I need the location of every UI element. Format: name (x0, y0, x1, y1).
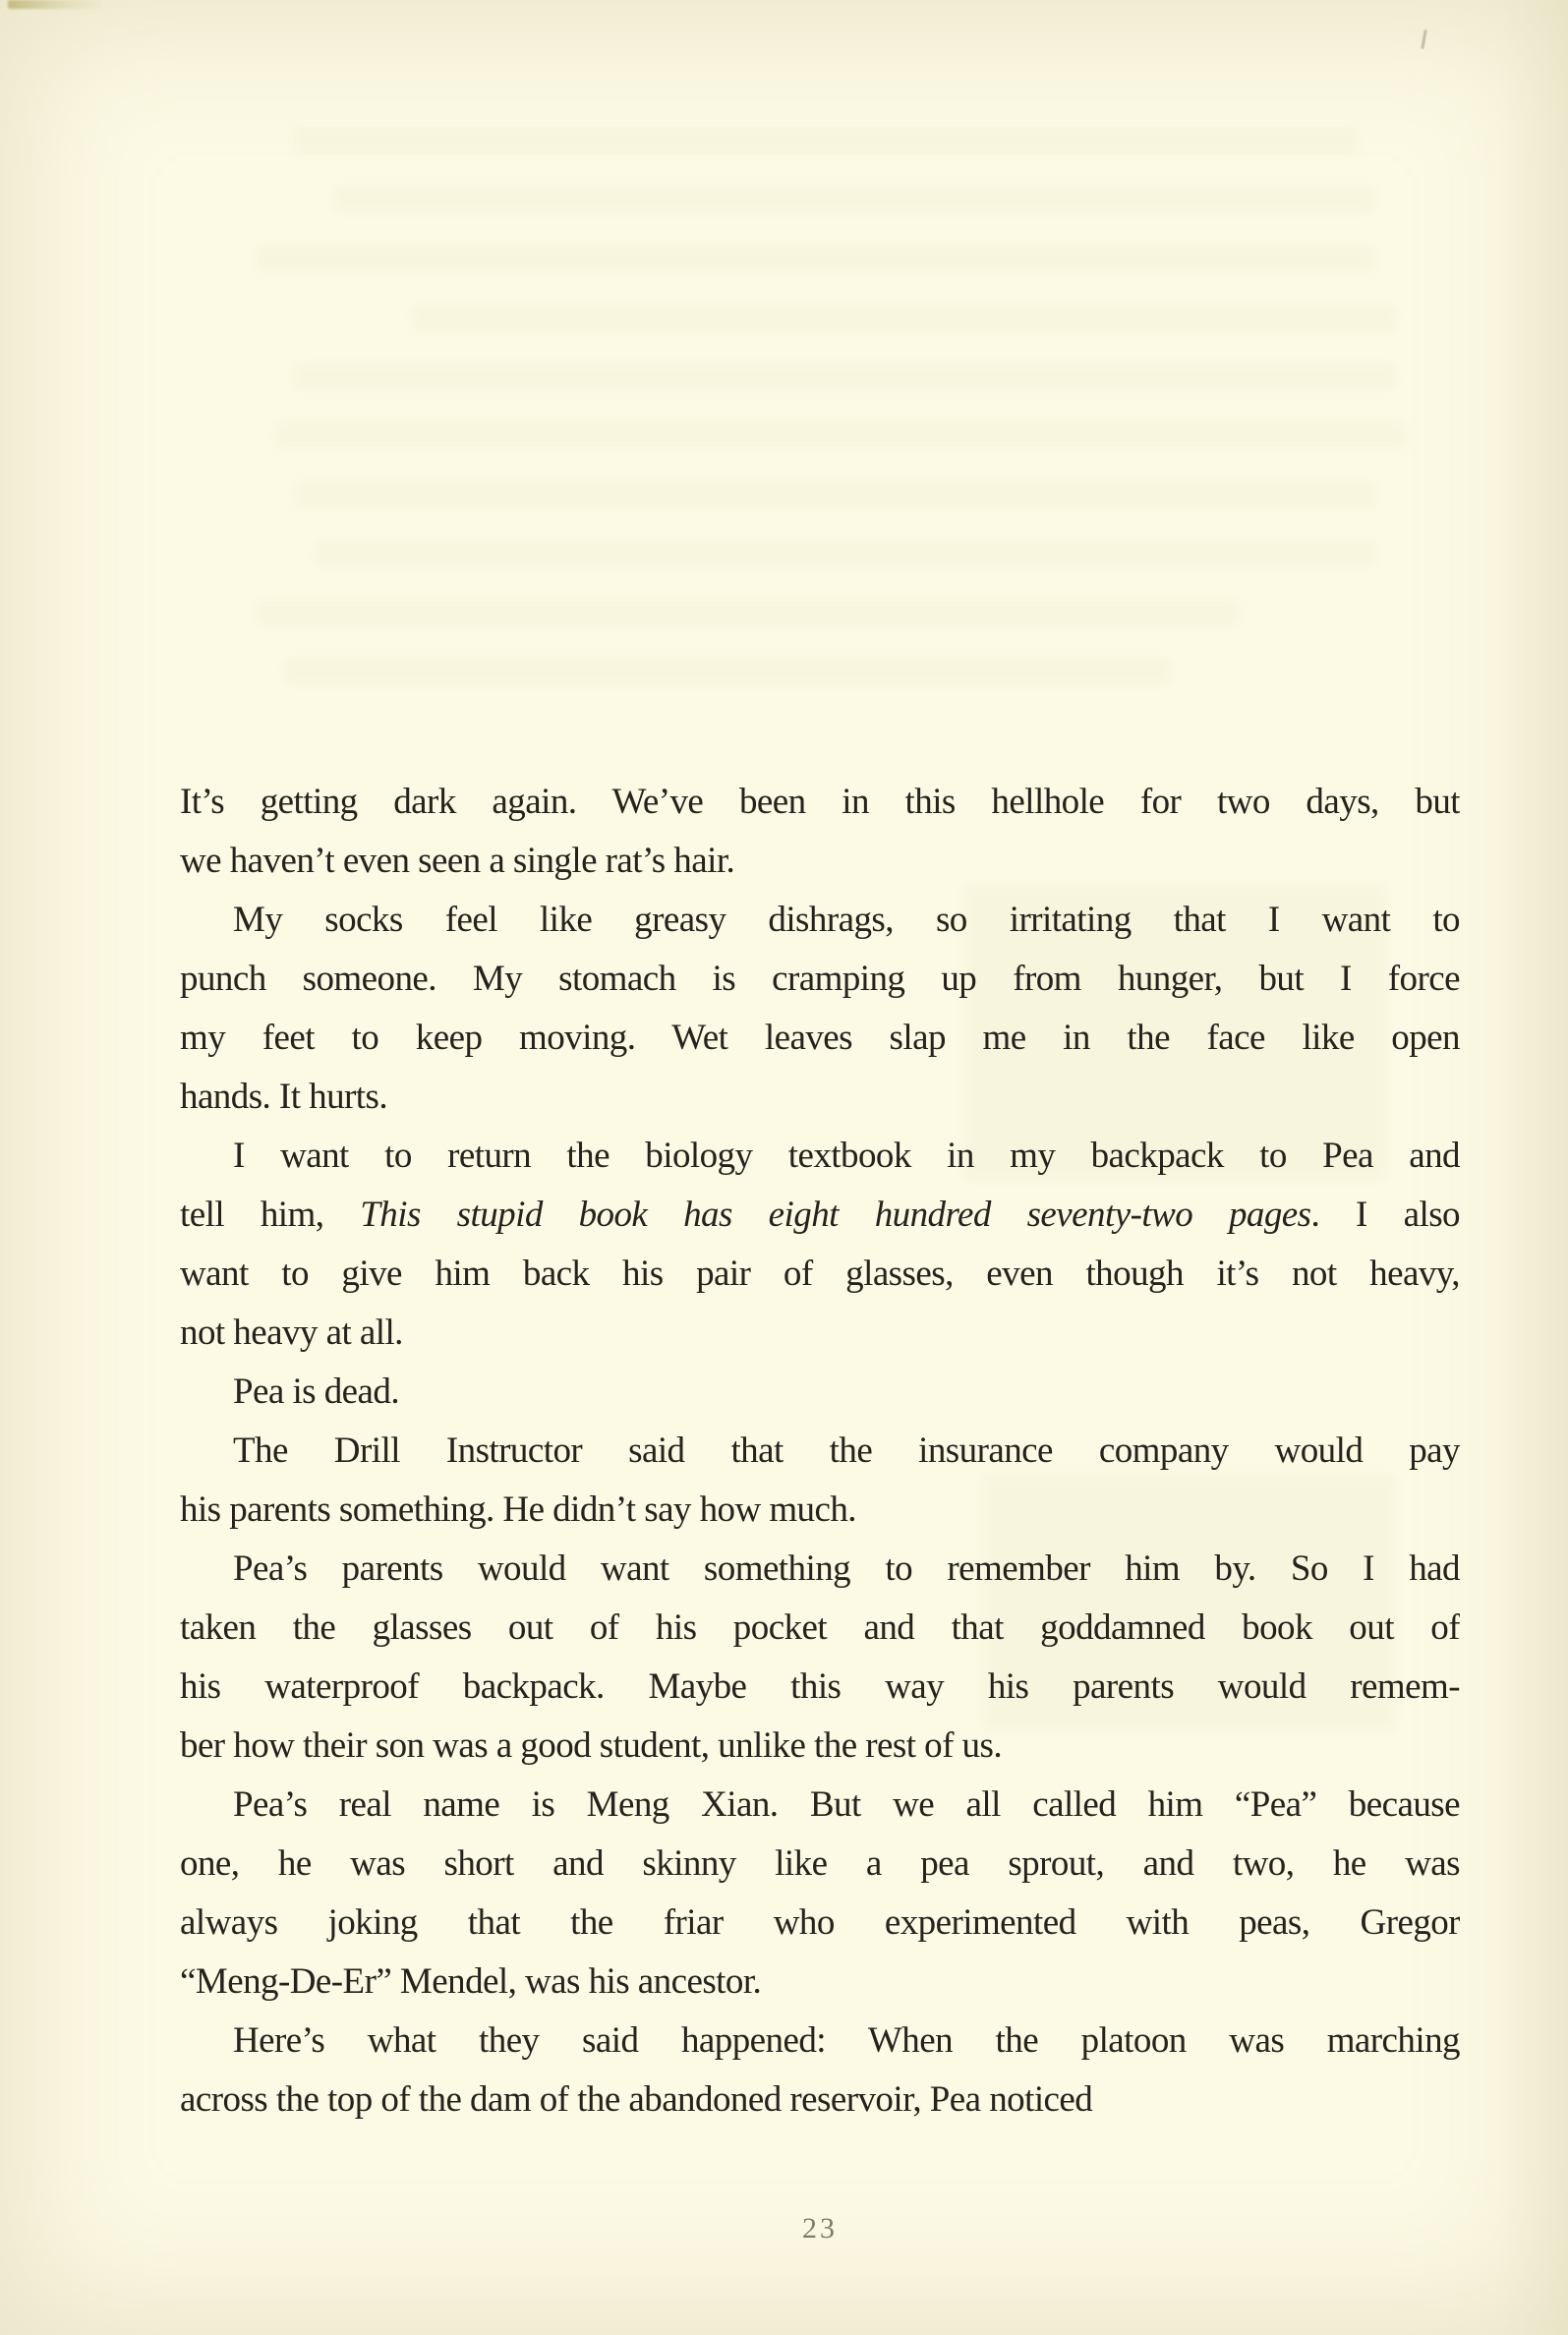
text-run: want to give him back his pair of glasses, even though it’s not heavy, (180, 1254, 1460, 1294)
text-run: Pea is dead. (233, 1372, 400, 1412)
text-run: his waterproof backpack. Maybe this way his parents would remem- (180, 1666, 1460, 1707)
text-block (180, 773, 1460, 2130)
text-run: my feet to keep moving. Wet leaves slap me in the face like open (180, 1018, 1460, 1058)
text-line (180, 1009, 1460, 1068)
text-line (180, 1835, 1460, 1894)
text-run: Pea’s real name is Meng Xian. But we all called him “Pea” because (233, 1784, 1460, 1825)
text-run: hands. It hurts. (180, 1077, 388, 1117)
text-run: his parents something. He didn’t say how much. (180, 1489, 857, 1530)
text-run: I want to return the biology textbook in my backpack to Pea and (233, 1136, 1460, 1176)
text-run: tell him, (180, 1195, 361, 1235)
italic-phrase: This stupid book has eight hundred seventy-two pages (360, 1195, 1311, 1235)
text-line (180, 1717, 1460, 1776)
text-run: always joking that the friar who experimented with peas, Gregor (180, 1902, 1460, 1943)
bleed-through-artifact (295, 128, 1357, 153)
bleed-through-artifact (256, 600, 1239, 625)
text-line (180, 1481, 1460, 1540)
text-line (180, 1068, 1460, 1127)
text-line (180, 891, 1460, 950)
bleed-through-artifact (295, 482, 1376, 507)
text-line (180, 950, 1460, 1009)
text-run: across the top of the dam of the abandoned reservoir, Pea noticed (180, 2079, 1093, 2120)
text-line (180, 1186, 1460, 1245)
scan-smudge-artifact (8, 0, 102, 9)
text-run: “Meng-De-Er” Mendel, was his ancestor. (180, 1961, 762, 2002)
text-line (180, 773, 1460, 832)
text-run: ber how their son was a good student, unlike the rest of us. (180, 1725, 1003, 1766)
text-line (180, 1599, 1460, 1658)
text-run: taken the glasses out of his pocket and that goddamned book out of (180, 1607, 1460, 1648)
text-line (180, 1422, 1460, 1481)
bleed-through-artifact (413, 305, 1396, 330)
text-line (180, 832, 1460, 891)
bleed-through-artifact (256, 246, 1376, 271)
bleed-through-artifact (275, 423, 1406, 448)
text-run: My socks feel like greasy dishrags, so irritating that I want to (233, 900, 1460, 940)
text-run: Pea’s parents would want something to remember him by. So I had (233, 1548, 1460, 1589)
text-run: . I also (1310, 1195, 1460, 1235)
text-line (180, 2012, 1460, 2071)
text-line (180, 1245, 1460, 1304)
bleed-through-artifact (315, 541, 1376, 566)
page-number: 23 (802, 2212, 838, 2245)
scan-mark-artifact (1421, 29, 1426, 49)
text-line (180, 1953, 1460, 2012)
text-run: punch someone. My stomach is cramping up from hunger, but I force (180, 959, 1460, 999)
text-run: one, he was short and skinny like a pea sprout, and two, he was (180, 1843, 1460, 1884)
text-line (180, 1776, 1460, 1835)
text-line (180, 1363, 1460, 1422)
text-line (180, 1658, 1460, 1717)
text-run: not heavy at all. (180, 1313, 403, 1353)
bleed-through-artifact (295, 364, 1396, 389)
scan-shading-artifact (1499, 0, 1568, 2335)
bleed-through-artifact (285, 659, 1170, 684)
text-line (180, 2071, 1460, 2130)
text-run: we haven’t even seen a single rat’s hair. (180, 841, 735, 881)
text-line (180, 1304, 1460, 1363)
text-line (180, 1894, 1460, 1953)
text-line (180, 1540, 1460, 1599)
text-run: The Drill Instructor said that the insurance company would pay (233, 1430, 1460, 1471)
text-run: Here’s what they said happened: When the platoon was marching (233, 2020, 1460, 2061)
text-run: It’s getting dark again. We’ve been in this hellhole for two days, but (180, 782, 1460, 822)
text-line (180, 1127, 1460, 1186)
bleed-through-artifact (334, 187, 1376, 212)
